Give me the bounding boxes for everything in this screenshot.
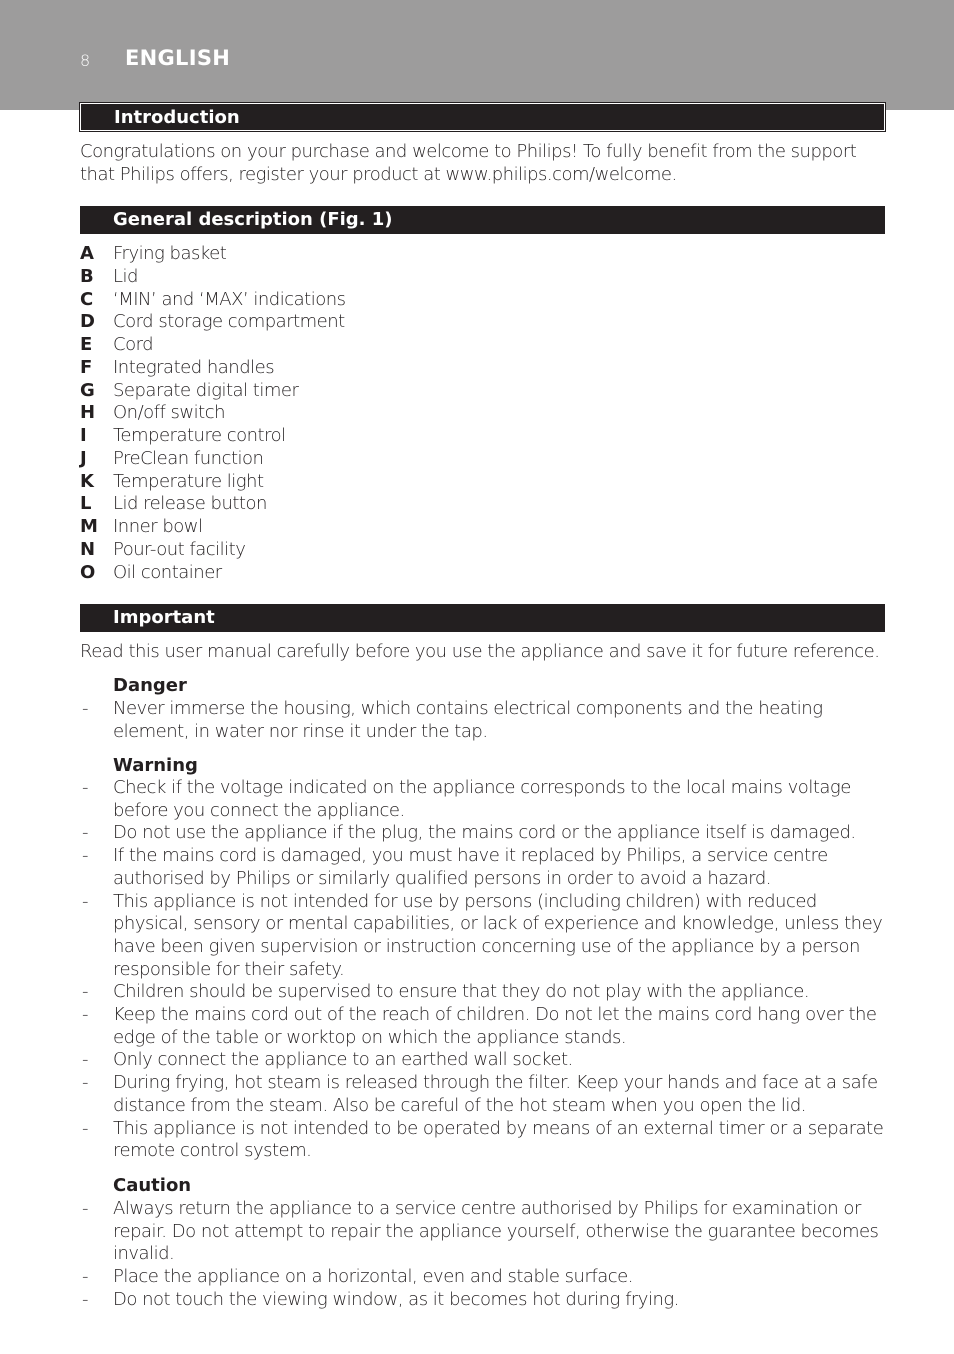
part-label: Integrated handles [113,356,275,378]
section-header-general-description [80,206,885,234]
part-label: Pour-out facility [113,538,246,560]
bullet-item [80,698,890,743]
bullet-marker: - [82,981,88,1003]
bullet-item [80,845,890,890]
part-label: Cord storage compartment [113,311,345,333]
bullet-marker: - [82,1266,88,1288]
bullet-text: This appliance is not intended for use by persons (including children) with reduced physical, sensory or mental capabilities, or lack of experience and knowledge, unless they have been given supervision or instruction concerning use of the appliance by a person responsible for their safety. [113,890,883,980]
part-letter: M [80,516,98,537]
bullet-text: Only connect the appliance to an earthed wall socket. [113,1049,573,1071]
part-label: Temperature light [113,470,264,492]
part-letter: G [80,379,95,401]
section-title: Introduction [114,107,240,128]
bullet-text: Do not touch the viewing window, as it becomes hot during frying. [113,1288,679,1310]
bullet-item [80,1198,890,1266]
bullet-marker: - [82,1072,88,1094]
bullet-item [80,1266,890,1289]
bullet-marker: - [82,1288,88,1310]
part-letter: I [80,425,87,446]
bullet-item [80,891,890,982]
bullet-text: This appliance is not intended to be operated by means of an external timer or a separate remote control system. [113,1117,884,1162]
bullet-marker: - [82,777,88,798]
part-letter: C [80,288,94,310]
section-header-introduction [80,103,885,131]
bullet-text: Always return the appliance to a service centre authorised by Philips for examination or repair. Do not attempt to repair the appliance yourself, otherwise the guarantee becomes invalid. [113,1198,879,1265]
language-heading: ENGLISH [125,46,231,70]
bullet-text: Place the appliance on a horizontal, even and stable surface. [113,1266,633,1288]
part-letter: H [80,402,96,424]
part-letter: L [80,493,92,515]
caution-heading: Caution [113,1175,192,1196]
section-header-important [80,604,885,632]
bullet-marker: - [82,890,88,912]
part-letter: A [80,243,94,264]
bullet-item [80,1049,890,1072]
part-letter: N [80,538,96,560]
danger-list [80,698,890,743]
part-label: ‘MIN’ and ‘MAX’ indications [113,288,346,310]
part-letter: D [80,311,95,333]
bullet-text: Do not use the appliance if the plug, the mains cord or the appliance itself is damaged. [113,822,856,844]
bullet-item [80,1289,890,1312]
caution-list [80,1198,890,1312]
part-label: Inner bowl [113,516,203,537]
page-number: 8 [80,51,91,70]
bullet-marker: - [82,1198,88,1219]
part-letter: F [80,356,93,378]
danger-heading: Danger [113,675,187,696]
part-letter: J [80,447,87,469]
part-label: Temperature control [113,425,286,446]
part-letter: E [80,334,93,355]
bullet-text: Never immerse the housing, which contains electrical components and the heating element, in water nor rinse it under the tap. [113,698,823,742]
bullet-marker: - [82,1049,88,1071]
bullet-item [80,1118,890,1163]
warning-heading: Warning [113,755,198,776]
part-label: Cord [113,334,154,355]
bullet-text: During frying, hot steam is released through the filter. Keep your hands and face at a safe distance from the steam. Also be careful of the hot steam when you open the lid. [113,1072,878,1116]
bullet-text: Keep the mains cord out of the reach of children. Do not let the mains cord hang over the edge of the table or worktop on which the appliance stands. [113,1004,877,1048]
intro-paragraph: Congratulations on your purchase and welcome to Philips! To fully benefit from the support that Philips offers, register your product at www.philips.com/welcome. [80,141,857,185]
part-label: On/off switch [113,402,226,424]
part-label: Separate digital timer [113,379,299,401]
bullet-item [80,1004,890,1049]
bullet-marker: - [82,845,88,867]
bullet-item [80,1072,890,1117]
bullet-marker: - [82,1004,88,1026]
part-letter: K [80,470,94,492]
important-paragraph: Read this user manual carefully before you use the appliance and save it for future reference. [80,641,880,662]
bullet-text: Check if the voltage indicated on the appliance corresponds to the local mains voltage before you connect the appliance. [113,777,851,821]
part-label: Frying basket [113,243,227,264]
section-title: General description (Fig. 1) [113,209,393,230]
section-title: Important [113,607,215,628]
bullet-item [80,777,890,822]
page-header-bar [0,0,954,110]
bullet-item [80,981,890,1004]
bullet-text: Children should be supervised to ensure that they do not play with the appliance. [113,981,810,1003]
bullet-marker: - [82,1117,88,1139]
bullet-text: If the mains cord is damaged, you must have it replaced by Philips, a service centre authorised by Philips or similarly qualified persons in order to avoid a hazard. [113,845,828,889]
part-label: Lid release button [113,493,267,515]
part-letter: O [80,561,96,583]
part-label: Oil container [113,561,222,583]
bullet-marker: - [82,822,88,844]
bullet-item [80,822,890,845]
part-label: PreClean function [113,447,264,469]
bullet-marker: - [82,698,88,719]
part-label: Lid [113,265,138,287]
part-letter: B [80,265,94,287]
warning-list [80,777,890,1163]
